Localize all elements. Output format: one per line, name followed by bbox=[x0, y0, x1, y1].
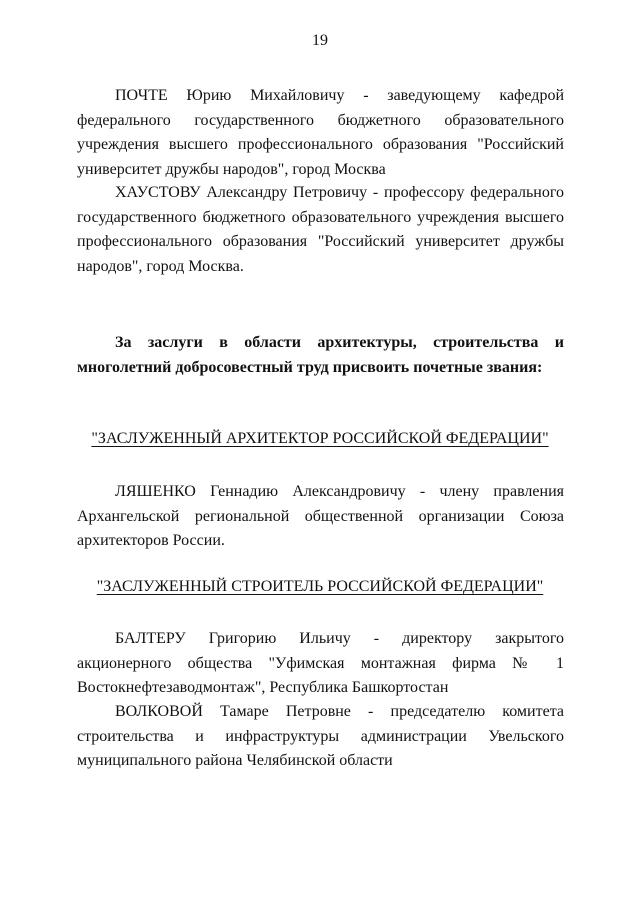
award-paragraph-haustov: ХАУСТОВУ Александру Петровичу - профессору федерального государственного бюджетного образовательного учреждения высшего профессионального образования "Российский университет дружбы народов", город Москва. bbox=[77, 184, 564, 275]
page-number: 19 bbox=[312, 32, 328, 49]
award-paragraph-balter: БАЛТЕРУ Григорию Ильичу - директору закрытого акционерного общества "Уфимская монтажная фирма № 1 Востокнефтезаводмонтаж", Республика Башкортостан bbox=[77, 630, 564, 696]
award-paragraph-pochte: ПОЧТЕ Юрию Михайловичу - заведующему кафедрой федерального государственного бюджетного образовательного учреждения высшего профессионального образования "Российский университет дружбы народов", город Москва bbox=[77, 87, 564, 178]
section-heading-builder bbox=[0, 578, 640, 596]
award-paragraph-lyashenko: ЛЯШЕНКО Геннадию Александровичу - члену правления Архангельской региональной общественной организации Союза архитекторов России. bbox=[77, 483, 564, 549]
section-heading-builder-text: "ЗАСЛУЖЕННЫЙ СТРОИТЕЛЬ РОССИЙСКОЙ ФЕДЕРАЦИИ" bbox=[96, 578, 544, 595]
decree-text: За заслуги в области архитектуры, строительства и многолетний добросовестный труд присвоить почетные звания: bbox=[77, 334, 564, 376]
section-heading-architect bbox=[0, 430, 640, 448]
section-heading-architect-text: "ЗАСЛУЖЕННЫЙ АРХИТЕКТОР РОССИЙСКОЙ ФЕДЕРАЦИИ" bbox=[91, 430, 549, 447]
award-paragraph-volkova: ВОЛКОВОЙ Тамаре Петровне - председателю комитета строительства и инфраструктуры администрации Увельского муниципального района Челябинской области bbox=[77, 703, 564, 769]
